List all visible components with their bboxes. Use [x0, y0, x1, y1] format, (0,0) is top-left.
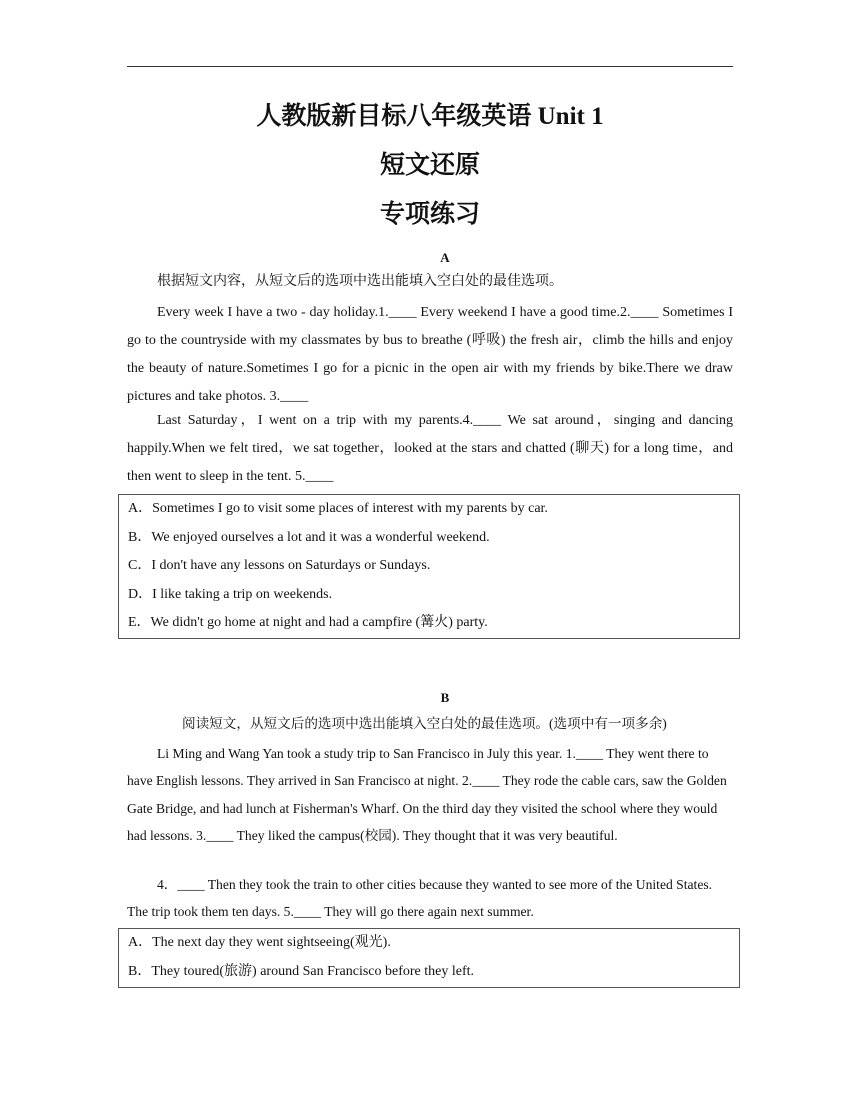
document-subtitle-2: 专项练习	[379, 201, 480, 228]
section-a-paragraph-2: Last Saturday，I went on a trip with my parents.4.____ We sat around，singing and dancing happily.When we felt tired，we sat together，looked at the stars and chatted (聊天) for a long time，and then went to sleep in the tent. 5.____	[127, 413, 733, 484]
option-d: D．I like taking a trip on weekends.	[128, 586, 333, 602]
option-a: A．The next day they went sightseeing(观光).	[128, 935, 391, 950]
document-title: 人教版新目标八年级英语 Unit 1	[256, 103, 604, 130]
section-b-options-box	[118, 928, 740, 988]
document-subtitle: 短文还原	[379, 152, 480, 179]
option-b: B．They toured(旅游) around San Francisco before they left.	[128, 963, 475, 979]
header-rule	[127, 66, 733, 67]
option-a: A．Sometimes I go to visit some places of interest with my parents by car.	[128, 501, 548, 516]
option-b: B．We enjoyed ourselves a lot and it was a wonderful weekend.	[128, 529, 490, 545]
option-e: E．We didn't go home at night and had a campfire (篝火) party.	[128, 615, 488, 630]
section-b-paragraph-2: 4．____ Then they took the train to other cities because they wanted to see more of the United States. The trip took them ten days. 5.____ They will go there again next summer.	[127, 877, 713, 920]
section-b-label: B	[440, 690, 450, 705]
section-a-options-box	[118, 494, 740, 639]
section-b-instruction: 阅读短文，从短文后的选项中选出能填入空白处的最佳选项。(选项中有一项多余)	[182, 716, 667, 731]
section-a-label: A	[440, 250, 450, 265]
option-c: C．I don't have any lessons on Saturdays or Sundays.	[128, 558, 431, 573]
section-b-paragraph-1: Li Ming and Wang Yan took a study trip to San Francisco in July this year. 1.____ They went there to have English lessons. They arrived in San Francisco at night. 2.____ They rode the cable cars, saw the Golden Gate Bridge, and had lunch at Fisherman's Wharf. On the third day they visited the school where they would had lessons. 3.____ They liked the campus(校园). They thought that it was very beautiful.	[127, 746, 727, 843]
section-a-paragraph-1: Every week I have a two - day holiday.1.____ Every weekend I have a good time.2.____ Sometimes I go to the countryside with my classmates by bus to breathe (呼吸) the fresh air，climb the hills and enjoy the beauty of nature.Sometimes I go for a picnic in the open air with my friends by bike.There we draw pictures and take photos. 3.____	[127, 305, 733, 404]
section-a-instruction: 根据短文内容，从短文后的选项中选出能填入空白处的最佳选项。	[157, 274, 563, 289]
